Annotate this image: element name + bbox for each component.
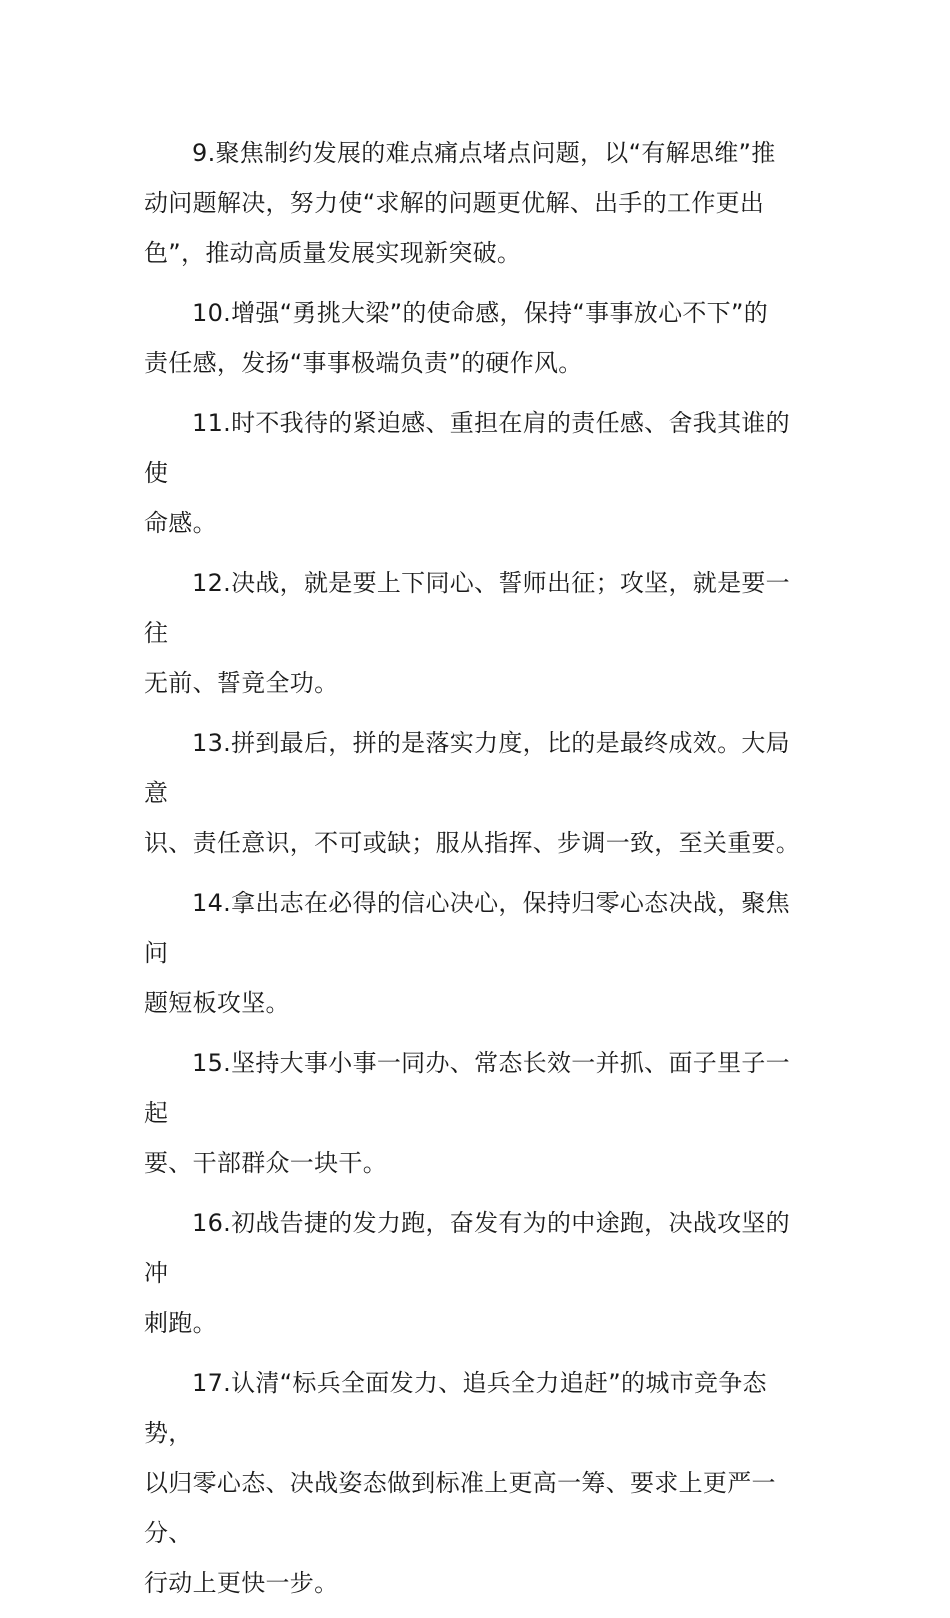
paragraph-14-line-2: 题短板攻坚。 xyxy=(144,989,290,1017)
paragraph-17-line-3: 行动上更快一步。 xyxy=(144,1569,339,1597)
paragraph-12 xyxy=(144,558,810,708)
paragraph-14-line-1: 14.拿出志在必得的信心决心，保持归零心态决战，聚焦问 xyxy=(144,889,790,967)
paragraph-16 xyxy=(144,1198,810,1348)
paragraph-16-line-1: 16.初战告捷的发力跑，奋发有为的中途跑，决战攻坚的冲 xyxy=(144,1209,790,1287)
paragraph-9-line-3: 色”，推动高质量发展实现新突破。 xyxy=(144,239,522,267)
paragraph-9-line-2: 动问题解决，努力使“求解的问题更优解、出手的工作更出 xyxy=(144,189,765,217)
paragraph-9 xyxy=(144,128,810,278)
paragraph-9-line-1: 9.聚焦制约发展的难点痛点堵点问题，以“有解思维”推 xyxy=(192,139,776,167)
paragraph-10-line-2: 责任感，发扬“事事极端负责”的硬作风。 xyxy=(144,349,583,377)
paragraph-11 xyxy=(144,398,810,548)
paragraph-12-line-1: 12.决战，就是要上下同心、誓师出征；攻坚，就是要一往 xyxy=(144,569,790,647)
paragraph-15-line-2: 要、干部群众一块干。 xyxy=(144,1149,387,1177)
paragraph-14 xyxy=(144,878,810,1028)
paragraph-12-line-2: 无前、誓竟全功。 xyxy=(144,669,339,697)
paragraph-11-line-1: 11.时不我待的紧迫感、重担在肩的责任感、舍我其谁的使 xyxy=(144,409,790,487)
paragraph-10 xyxy=(144,288,810,388)
paragraph-17-line-2: 以归零心态、决战姿态做到标准上更高一筹、要求上更严一分、 xyxy=(144,1469,776,1547)
paragraph-15-line-1: 15.坚持大事小事一同办、常态长效一并抓、面子里子一起 xyxy=(144,1049,790,1127)
document-body xyxy=(144,128,810,1618)
paragraph-13-line-2: 识、责任意识，不可或缺；服从指挥、步调一致，至关重要。 xyxy=(144,829,801,857)
paragraph-10-line-1: 10.增强“勇挑大梁”的使命感，保持“事事放心不下”的 xyxy=(192,299,769,327)
paragraph-13 xyxy=(144,718,810,868)
paragraph-17 xyxy=(144,1358,810,1608)
paragraph-13-line-1: 13.拼到最后，拼的是落实力度，比的是最终成效。大局意 xyxy=(144,729,790,807)
paragraph-17-line-1: 17.认清“标兵全面发力、追兵全力追赶”的城市竞争态势， xyxy=(144,1369,767,1447)
paragraph-11-line-2: 命感。 xyxy=(144,509,217,537)
paragraph-16-line-2: 刺跑。 xyxy=(144,1309,217,1337)
paragraph-15 xyxy=(144,1038,810,1188)
